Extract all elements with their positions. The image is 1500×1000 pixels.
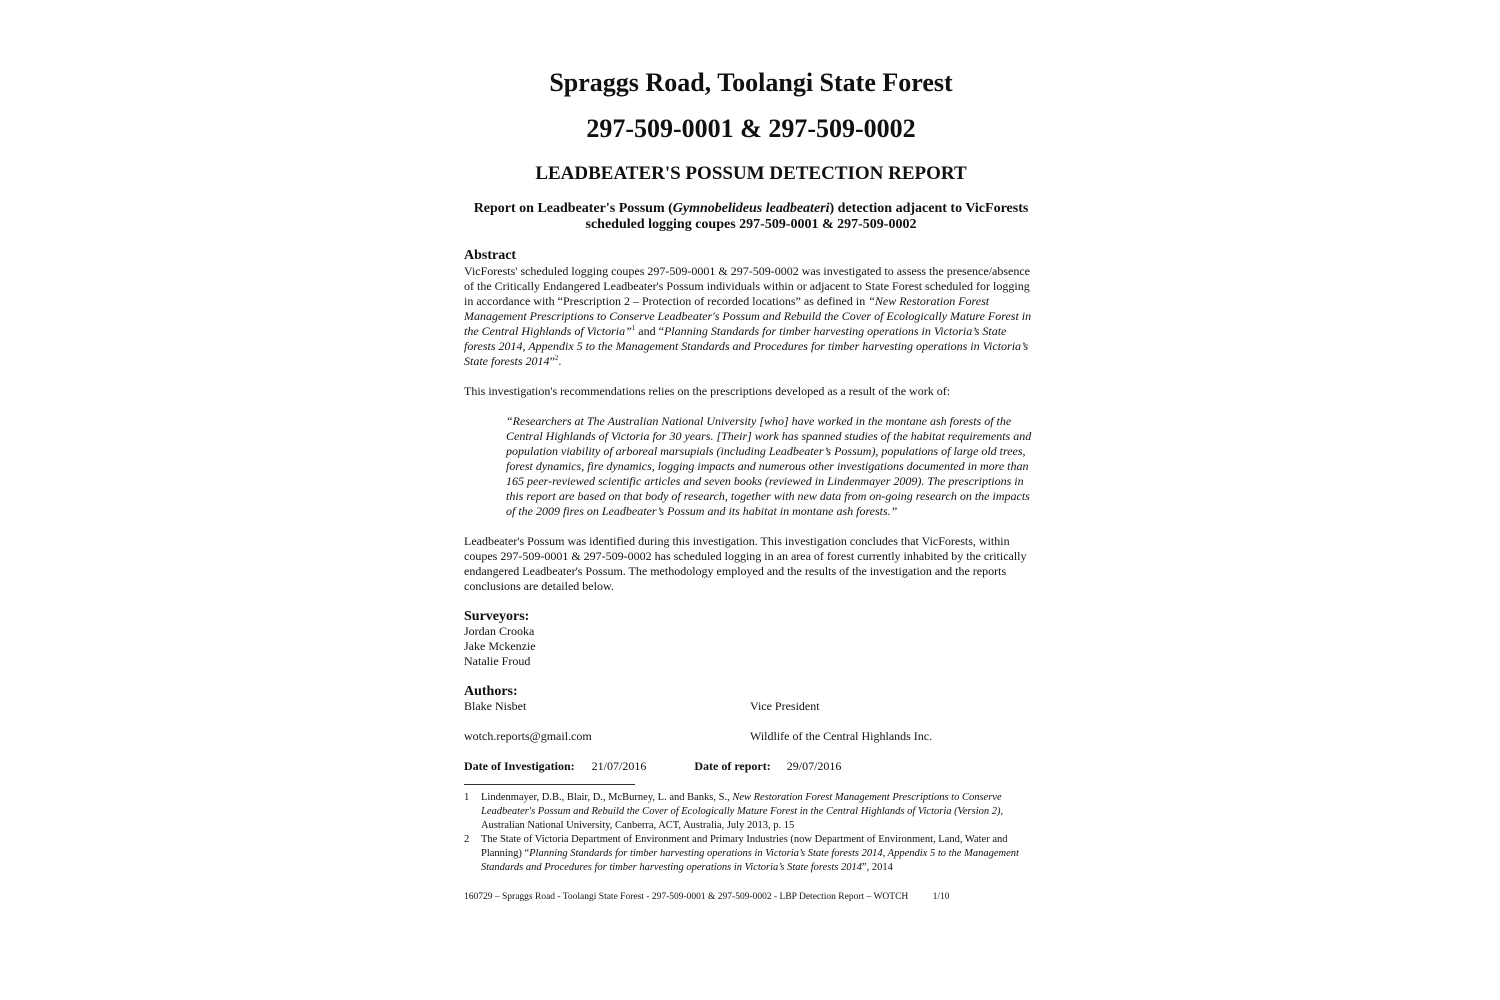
- footnotes: [464, 791, 1038, 875]
- footnote-text: [481, 791, 1038, 833]
- footnote-separator: [464, 784, 635, 785]
- subtitle-part-a: Report on Leadbeater's Possum (: [473, 201, 673, 216]
- species-name: Gymnobelideus leadbeateri: [672, 201, 830, 216]
- surveyors-heading: Surveyors:: [464, 609, 530, 624]
- footnote-2-title: Planning Standards for timber harvesting operations in Victoria’s State forests 2014, Appendix 5 to the Management Standards and Procedures for timber harvesting operations in Victoria’s State forests 2014: [481, 848, 1019, 873]
- footnote-text: [481, 833, 1038, 875]
- block-quote: “Researchers at The Australian National University [who] have worked in the montane ash forests of the Central Highlands of Victoria for 30 years. [Their] work has spanned studies of the habitat requirements and population viability of arboreal marsupials (including Leadbeater’s Possum), populations of large old trees, forest dynamics, fire dynamics, logging impacts and numerous other investigations documented in more than 165 peer-reviewed scientific articles and seven books (reviewed in Lindenmayer 2009). The prescriptions in this report are based on that body of research, together with new data from on-going research on the impacts of the 2009 fires on Leadbeater’s Possum and its habitat in montane ash forests.”: [506, 414, 1032, 518]
- surveyors-list: [464, 624, 1038, 669]
- reference-1-title: “New Restoration Forest Management Prescriptions to Conserve Leadbeater's Possum and Rebuild the Cover of Ecologically Mature Forest in the Central Highlands of Victoria”: [464, 294, 1032, 338]
- footnote-ref-2: 2: [554, 354, 559, 362]
- coupe-numbers: 297-509-0001 & 297-509-0002: [586, 114, 916, 143]
- document-title: Spraggs Road, Toolangi State Forest: [549, 68, 953, 97]
- abstract-p1-and: and “: [635, 324, 664, 338]
- abstract-paragraph-2: This investigation's recommendations relies on the prescriptions developed as a result of the work of:: [464, 384, 951, 398]
- footnote-number: 2: [464, 834, 470, 845]
- footnote-item: [464, 833, 1038, 875]
- subtitle-part-b: ) detection adjacent to VicForests scheduled logging coupes 297-509-0001 & 297-509-0002: [585, 201, 1029, 232]
- footnote-item: [464, 791, 1038, 833]
- author-email[interactable]: wotch.reports@gmail.com: [464, 729, 592, 743]
- reference-2-title: Planning Standards for timber harvesting operations in Victoria’s State forests 2014, Appendix 5 to the Management Standards and Procedures for timber harvesting operations in Victoria’s State forests 2014: [464, 324, 1029, 368]
- footnote-1-pre: Lindenmayer, D.B., Blair, D., McBurney, L. and Banks, S.,: [481, 792, 733, 803]
- authors-heading: Authors:: [464, 684, 518, 699]
- report-date-value: 29/07/2016: [786, 759, 842, 773]
- page-number: 1/10: [932, 892, 950, 902]
- footnote-2-post: ”, 2014: [862, 862, 893, 873]
- author-role: Vice President: [750, 699, 820, 713]
- abstract-p1-end: .: [558, 354, 562, 368]
- abstract-paragraph-3: Leadbeater's Possum was identified during this investigation. This investigation concludes that VicForests, within coupes 297-509-0001 & 297-509-0002 has scheduled logging in an area of forest currently inhabited by the critically endangered Leadbeater's Possum. The methodology employed and the results of the investigation and the reports conclusions are detailed below.: [464, 534, 1027, 593]
- author-organisation: Wildlife of the Central Highlands Inc.: [750, 729, 933, 743]
- document-page: [464, 66, 1038, 903]
- author-name: Blake Nisbet: [464, 699, 527, 713]
- footnote-1-title: New Restoration Forest Management Prescriptions to Conserve Leadbeater's Possum and Rebuild the Cover of Ecologically Mature Forest in the Central Highlands of Victoria (Version 2): [481, 792, 1002, 817]
- author-row: [464, 699, 1038, 714]
- footnote-1-post: , Australian National University, Canberra, ACT, Australia, July 2013, p. 15: [481, 806, 1004, 831]
- footnote-ref-1: 1: [631, 324, 636, 332]
- footnote-number: 1: [464, 792, 470, 803]
- surveyor-name: Natalie Froud: [464, 654, 531, 668]
- investigation-date-label: Date of Investigation:: [464, 759, 575, 773]
- abstract-p1-text: VicForests' scheduled logging coupes 297-509-0001 & 297-509-0002 was investigated to assess the presence/absence of the Critically Endangered Leadbeater's Possum individuals within or adjacent to State Forest scheduled for logging in accordance with “Prescription 2 – Protection of recorded locations” as defined in: [464, 264, 1030, 308]
- report-date-label: Date of report:: [694, 759, 771, 773]
- dates-row: [464, 759, 1038, 774]
- footnote-2-pre: The State of Victoria Department of Environment and Primary Industries (now Department of Environment, Land, Water and Planning) “: [481, 834, 1008, 859]
- report-subtitle: [464, 201, 1038, 233]
- footer-text: 160729 – Spraggs Road - Toolangi State Forest - 297-509-0001 & 297-509-0002 - LBP Detection Report – WOTCH: [464, 892, 909, 902]
- report-type-heading: LEADBEATER'S POSSUM DETECTION REPORT: [535, 163, 967, 184]
- surveyor-name: Jordan Crooka: [464, 624, 535, 638]
- investigation-date-value: 21/07/2016: [591, 759, 647, 773]
- abstract-paragraph-1: [464, 264, 1038, 369]
- page-footer: [464, 891, 1038, 903]
- surveyor-name: Jake Mckenzie: [464, 639, 536, 653]
- abstract-p1-close-quote: ”: [549, 354, 555, 368]
- abstract-heading: Abstract: [464, 248, 517, 263]
- author-contact-row: [464, 729, 1038, 744]
